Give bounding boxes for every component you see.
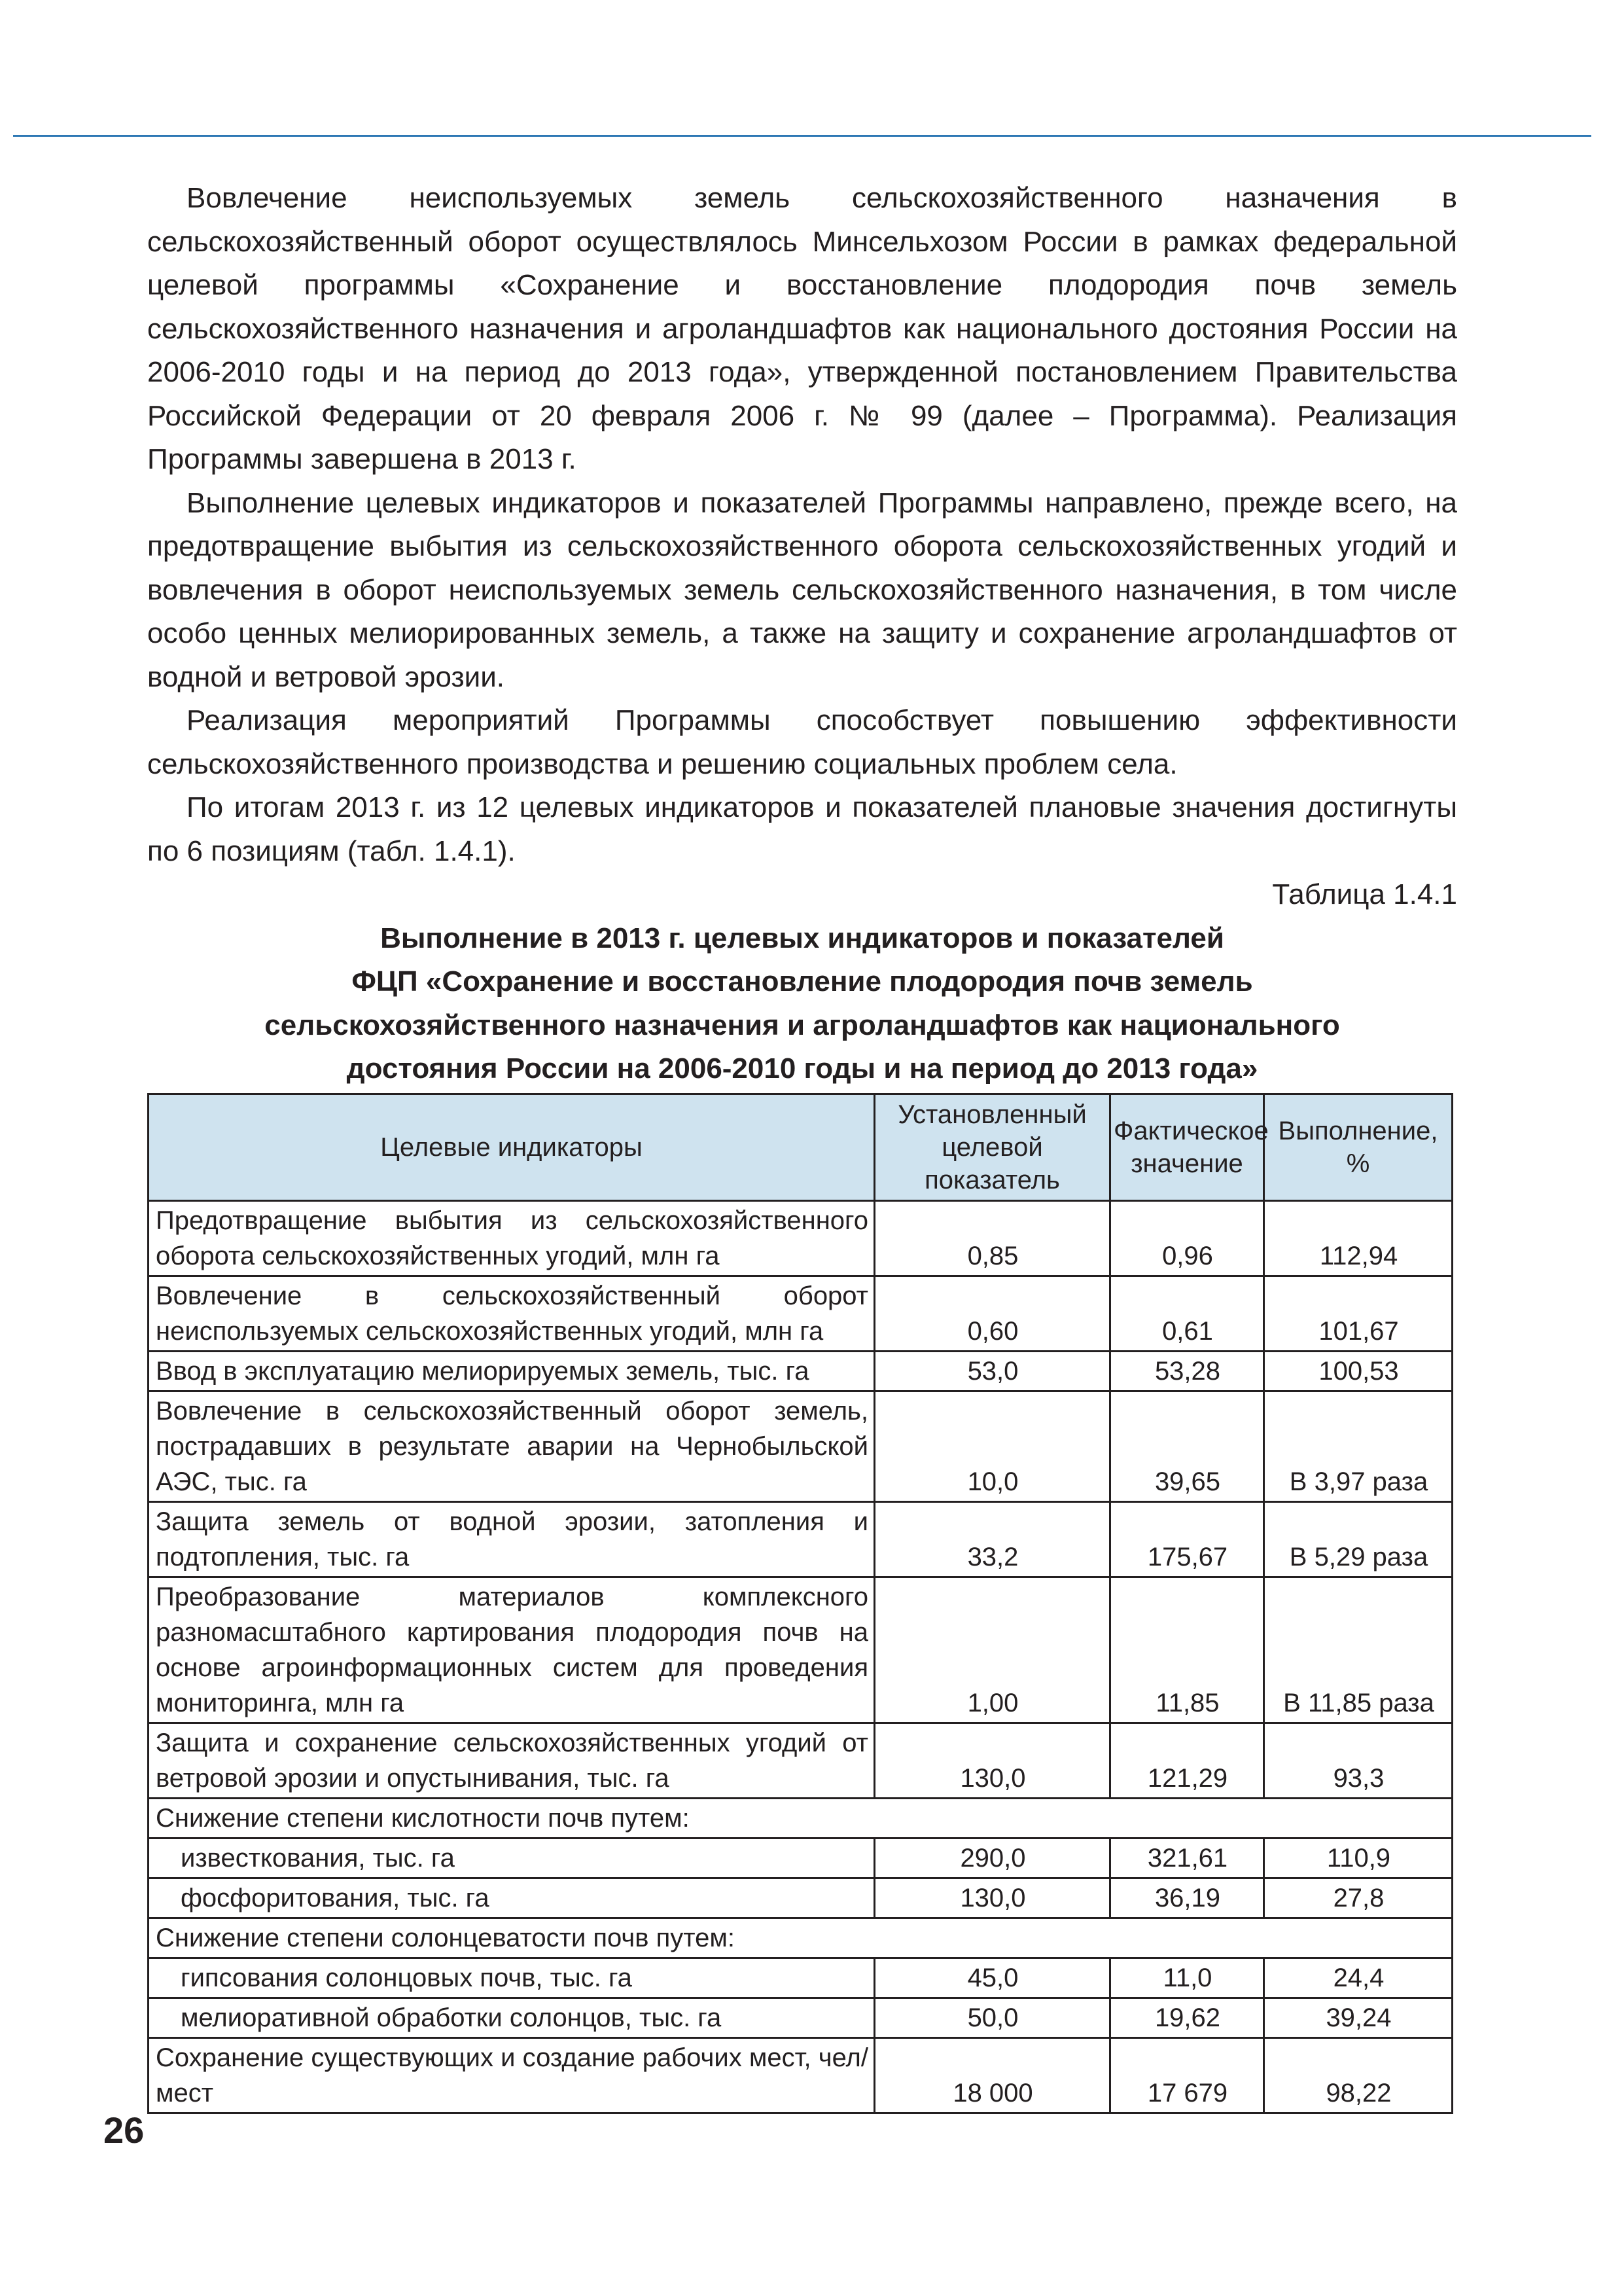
actual-cell: 175,67 [1110,1502,1264,1577]
target-cell: 50,0 [875,1998,1110,2038]
target-cell: 130,0 [875,1723,1110,1799]
indicator-cell: Защита земель от водной эрозии, затопления и подтопления, тыс. га [149,1502,875,1577]
table-title [181,917,1424,1091]
table-row [149,1502,1453,1577]
target-cell: 53,0 [875,1352,1110,1391]
actual-cell: 17 679 [1110,2038,1264,2113]
indicator-cell: Вовлечение в сельскохозяйственный оборот земель, пострадавших в результате аварии на Чернобыльской АЭС, тыс. га [149,1391,875,1502]
header-completion: Выполнение, % [1264,1094,1453,1201]
completion-cell: В 3,97 раза [1264,1391,1453,1502]
table-row [149,1998,1453,2038]
top-divider [13,135,1591,137]
paragraph: Реализация мероприятий Программы способствует повышению эффективности сельскохозяйственного производства и решению социальных проблем села. [147,704,1457,780]
completion-cell: 39,24 [1264,1998,1453,2038]
paragraph: Вовлечение неиспользуемых земель сельскохозяйственного назначения в сельскохозяйственный оборот осуществлялось Минсельхозом России в рамках федеральной целевой программы «Сохранение и восстановление плодородия почв земель сельскохозяйственного назначения и агроландшафтов как национального достояния России на 2006-2010 годы и на период до 2013 года», утвержденной постановлением Правительства Российской Федерации от 20 февраля 2006 г. № 99 (далее – Программа). Реализация Программы завершена в 2013 г. [147,182,1457,475]
table-title-line: сельскохозяйственного назначения и агроландшафтов как национального [264,1009,1340,1041]
completion-cell: 93,3 [1264,1723,1453,1799]
target-cell: 0,85 [875,1201,1110,1276]
table-title-line: Выполнение в 2013 г. целевых индикаторов и показателей [380,922,1224,954]
actual-cell: 36,19 [1110,1878,1264,1918]
actual-cell: 321,61 [1110,1839,1264,1878]
table-row [149,1391,1453,1502]
table-title-line: достояния России на 2006-2010 годы и на период до 2013 года» [346,1052,1258,1085]
indicator-cell: Ввод в эксплуатацию мелиорируемых земель, тыс. га [149,1352,875,1391]
table-row [149,1201,1453,1276]
target-cell: 0,60 [875,1276,1110,1352]
completion-cell: В 5,29 раза [1264,1502,1453,1577]
header-indicator: Целевые индикаторы [149,1094,875,1201]
group-heading-cell: Снижение степени солонцеватости почв путем: [149,1918,1453,1958]
table-group-row [149,1799,1453,1839]
table-title-line: ФЦП «Сохранение и восстановление плодородия почв земель [351,965,1253,997]
text-body [147,177,1457,1091]
table-row [149,1577,1453,1723]
actual-cell: 0,96 [1110,1201,1264,1276]
actual-cell: 19,62 [1110,1998,1264,2038]
completion-cell: 112,94 [1264,1201,1453,1276]
completion-cell: В 11,85 раза [1264,1577,1453,1723]
indicator-cell: Сохранение существующих и создание рабочих мест, чел/мест [149,2038,875,2113]
table-row [149,1352,1453,1391]
target-cell: 18 000 [875,2038,1110,2113]
indicators-table [147,1093,1453,2114]
header-target: Установленный целевой показатель [875,1094,1110,1201]
completion-cell: 110,9 [1264,1839,1453,1878]
actual-cell: 11,85 [1110,1577,1264,1723]
indicator-cell: Вовлечение в сельскохозяйственный оборот неиспользуемых сельскохозяйственных угодий, млн га [149,1276,875,1352]
paragraph: Выполнение целевых индикаторов и показателей Программы направлено, прежде всего, на предотвращение выбытия из сельскохозяйственного оборота сельскохозяйственных угодий и вовлечения в оборот неиспользуемых земель сельскохозяйственного назначения, в том числе особо ценных мелиорированных земель, а также на защиту и сохранение агроландшафтов от водной и ветровой эрозии. [147,486,1457,693]
table-caption: Таблица 1.4.1 [1272,878,1457,910]
target-cell: 130,0 [875,1878,1110,1918]
target-cell: 45,0 [875,1958,1110,1998]
table-header-row [149,1094,1453,1201]
table-row [149,1878,1453,1918]
target-cell: 33,2 [875,1502,1110,1577]
target-cell: 1,00 [875,1577,1110,1723]
target-cell: 10,0 [875,1391,1110,1502]
indicator-cell: фосфоритования, тыс. га [149,1878,875,1918]
actual-cell: 53,28 [1110,1352,1264,1391]
indicator-cell: мелиоративной обработки солонцов, тыс. га [149,1998,875,2038]
completion-cell: 98,22 [1264,2038,1453,2113]
page-number: 26 [103,2109,145,2151]
paragraph: По итогам 2013 г. из 12 целевых индикаторов и показателей плановые значения достигнуты по 6 позициям (табл. 1.4.1). [147,791,1457,867]
completion-cell: 27,8 [1264,1878,1453,1918]
completion-cell: 101,67 [1264,1276,1453,1352]
header-actual: Фактическое значение [1110,1094,1264,1201]
indicator-cell: Защита и сохранение сельскохозяйственных угодий от ветровой эрозии и опустынивания, тыс. га [149,1723,875,1799]
actual-cell: 11,0 [1110,1958,1264,1998]
table-row [149,2038,1453,2113]
completion-cell: 24,4 [1264,1958,1453,1998]
indicator-cell: Предотвращение выбытия из сельскохозяйственного оборота сельскохозяйственных угодий, млн га [149,1201,875,1276]
indicator-cell: Преобразование материалов комплексного разномасштабного картирования плодородия почв на основе агроинформационных систем для проведения мониторинга, млн га [149,1577,875,1723]
table-row [149,1839,1453,1878]
table-group-row [149,1918,1453,1958]
table-row [149,1958,1453,1998]
actual-cell: 0,61 [1110,1276,1264,1352]
table-row [149,1723,1453,1799]
actual-cell: 39,65 [1110,1391,1264,1502]
target-cell: 290,0 [875,1839,1110,1878]
indicator-cell: гипсования солонцовых почв, тыс. га [149,1958,875,1998]
actual-cell: 121,29 [1110,1723,1264,1799]
completion-cell: 100,53 [1264,1352,1453,1391]
group-heading-cell: Снижение степени кислотности почв путем: [149,1799,1453,1839]
table-row [149,1276,1453,1352]
indicator-cell: известкования, тыс. га [149,1839,875,1878]
